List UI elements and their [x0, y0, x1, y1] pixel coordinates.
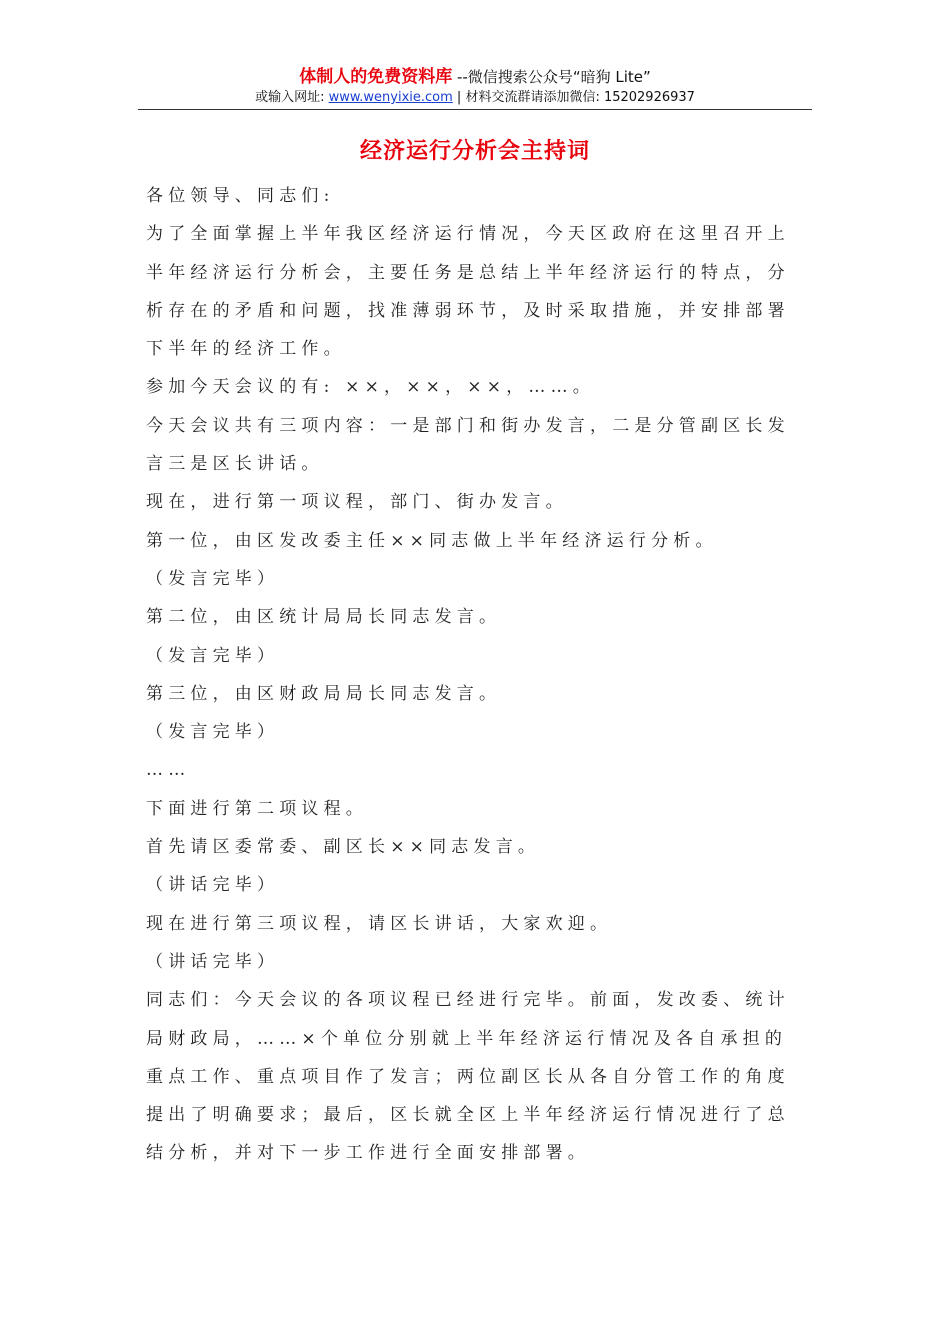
- paragraph: 现在进行第三项议程，请区长讲话，大家欢迎。: [146, 913, 613, 934]
- paragraph: 首先请区委常委、副区长××同志发言。: [146, 837, 541, 858]
- site-name: 体制人的免费资料库: [299, 67, 453, 87]
- paragraph: 第二位，由区统计局局长同志发言。: [146, 607, 502, 628]
- paragraph: 参加今天会议的有: ××，××，××，……。: [146, 377, 595, 398]
- page-header: [138, 66, 812, 108]
- paragraph: 今天会议共有三项内容：一是部门和街办发言，二是分管副区长发言三是区长讲话。: [146, 415, 790, 475]
- website-link[interactable]: www.wenyixie.com: [328, 90, 453, 105]
- header-divider: [138, 109, 812, 110]
- paragraph: 各位领导、同志们:: [146, 186, 335, 206]
- paragraph: 现在，进行第一项议程，部门、街办发言。: [146, 492, 568, 513]
- url-prefix: 或输入网址:: [255, 90, 329, 105]
- paragraph: （发言完毕）: [146, 645, 280, 666]
- paragraph: （发言完毕）: [146, 722, 280, 743]
- paragraph: （讲话完毕）: [146, 875, 280, 896]
- header-line-1: [138, 66, 812, 88]
- paragraph: 同志们：今天会议的各项议程已经进行完毕。前面，发改委、统计局财政局，……×个单位分别就上半年经济运行情况及各自承担的重点工作、重点项目作了发言；两位副区长从各自分管工作的角度提出了明确要求；最后，区长就全区上半年经济运行情况进行了总结分析，并对下一步工作进行全面安排部署。: [146, 990, 790, 1164]
- paragraph: 为了全面掌握上半年我区经济运行情况，今天区政府在这里召开上半年经济运行分析会，主要任务是总结上半年经济运行的特点，分析存在的矛盾和问题，找准薄弱环节，及时采取措施，并安排部署下半年的经济工作。: [146, 224, 790, 360]
- paragraph: 第三位，由区财政局局长同志发言。: [146, 683, 502, 704]
- header-line-2: [138, 88, 812, 108]
- wechat-note: --微信搜索公众号“暗狗 Lite”: [452, 68, 651, 86]
- paragraph: 下面进行第二项议程。: [146, 798, 368, 819]
- contact-info: | 材料交流群请添加微信: 15202926937: [452, 90, 695, 105]
- paragraph: ……: [146, 760, 191, 781]
- paragraph: （讲话完毕）: [146, 951, 280, 972]
- paragraph: 第一位，由区发改委主任××同志做上半年经济运行分析。: [146, 530, 718, 551]
- document-title: 经济运行分析会主持词: [359, 139, 590, 164]
- document-body: [146, 177, 808, 1173]
- paragraph: （发言完毕）: [146, 568, 280, 589]
